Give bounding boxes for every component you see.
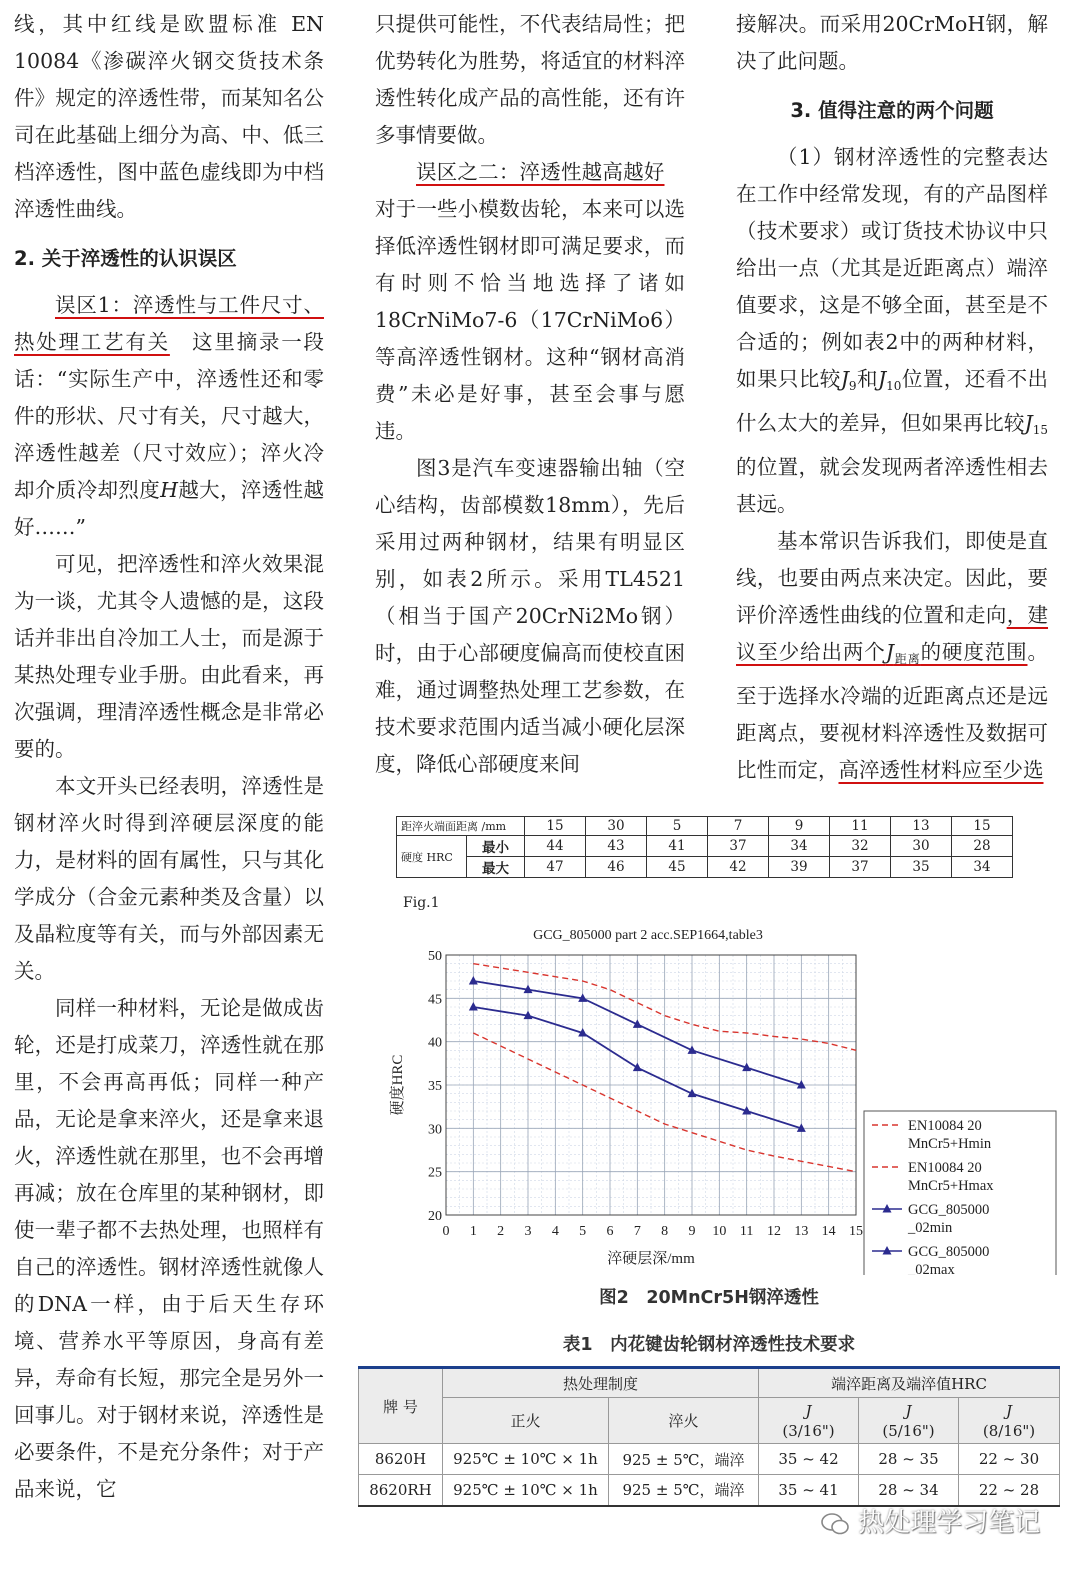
misconception-2-title: 误区之二：淬透性越高越好 [416, 160, 665, 184]
paragraph-text: 对于一些小模数齿轮，本来可以选择低淬透性钢材即可满足要求，而有时则不恰当地选择了诸如18CrNiMo7-6（17CrNiMo6）等高淬透性钢材。这种“钢材高消费”未必是好事，甚至会事与愿违。 [375, 160, 685, 443]
y-tick-label: 25 [428, 1165, 442, 1181]
x-tick-label: 9 [688, 1224, 696, 1239]
watermark [820, 1502, 1040, 1539]
symbol-j: J [877, 367, 887, 391]
subscript: 15 [1032, 423, 1048, 437]
y-tick-label: 30 [428, 1122, 442, 1138]
text-column-2 [375, 6, 685, 783]
table-cell: 15 [952, 817, 1013, 836]
table-header: 淬火 [609, 1398, 759, 1444]
data-point [469, 976, 478, 985]
paragraph-text: 。至于选择水冷端的近距离点还是远距离点，要视材料淬透性及数据可比性而定， [736, 640, 1048, 782]
table-cell: 35 [891, 857, 952, 878]
legend-label: _02min [908, 1220, 953, 1236]
table-cell: 15 [525, 817, 586, 836]
paragraph: 图3是汽车变速器输出轴（空心结构，齿部模数18mm），先后采用过两种钢材，结果有明显区别，如表2所示。采用TL4521（相当于国产20CrNi2Mo钢）时，由于心部硬度偏高而使校直困难，通过调整热处理工艺参数，在技术要求范围内适当减小硬化层深度，降低心部硬度来间 [375, 456, 685, 776]
table-cell: 28 ~ 34 [859, 1475, 959, 1506]
chart-grid [446, 955, 856, 1215]
table-cell: 8620RH [359, 1475, 443, 1506]
y-tick-label: 20 [428, 1209, 442, 1224]
table-cell: 34 [769, 836, 830, 857]
symbol-j: J [1005, 1401, 1012, 1420]
y-axis-label: 硬度HRC [390, 1054, 406, 1116]
table-cell: 37 [708, 836, 769, 857]
fig-data-table [396, 816, 1013, 878]
table-cell: 35 ~ 41 [759, 1475, 859, 1506]
table-cell: 28 ~ 35 [859, 1444, 959, 1475]
table-row [359, 1398, 1060, 1444]
legend-label: MnCr5+Hmax [908, 1178, 994, 1194]
subscript: 距离 [893, 652, 921, 666]
section-heading-2: 2. 关于淬透性的认识误区 [14, 247, 237, 270]
table-cell: 39 [769, 857, 830, 878]
table-row [359, 1475, 1060, 1506]
table-cell: 11 [830, 817, 891, 836]
table-cell: 5 [647, 817, 708, 836]
table-header: 正火 [443, 1398, 609, 1444]
symbol-j: J [905, 1401, 912, 1420]
chart-title: GCG_805000 part 2 acc.SEP1664,table3 [533, 928, 763, 943]
x-tick-label: 15 [849, 1224, 863, 1239]
jominy-distance: (3/16") [782, 1421, 835, 1440]
paragraph-issue-1 [736, 139, 1069, 523]
x-tick-label: 10 [712, 1224, 727, 1239]
figure-label: Fig.1 [403, 895, 440, 911]
paragraph [736, 523, 1048, 789]
x-axis-label: 淬硬层深/mm [607, 1251, 695, 1267]
table-cell: 43 [586, 836, 647, 857]
legend-label: _02max [908, 1262, 955, 1275]
table-header: 硬度 HRC [397, 836, 467, 878]
y-tick-label: 50 [428, 949, 442, 964]
table-cell: 45 [647, 857, 708, 878]
subscript: 10 [886, 379, 902, 393]
x-tick-label: 13 [794, 1224, 809, 1239]
chart-axes [388, 928, 863, 1267]
y-tick-label: 35 [428, 1079, 442, 1094]
legend-label: GCG_805000 [908, 1244, 990, 1260]
section-heading-3: 3. 值得注意的两个问题 [790, 99, 994, 122]
paragraph: 本文开头已经表明，淬透性是钢材淬火时得到淬硬层深度的能力，是材料的固有属性，只与其化学成分（合金元素种类及含量）以及晶粒度等有关，而与外部因素无关。 [14, 774, 324, 983]
paragraph-text: ，建议至少给出两个 [736, 603, 1049, 664]
y-tick-label: 40 [428, 1035, 442, 1051]
data-point [469, 1002, 478, 1011]
figure-block [358, 800, 1060, 1540]
table-header [959, 1398, 1060, 1444]
table-cell: 46 [586, 857, 647, 878]
x-tick-label: 8 [661, 1224, 669, 1239]
symbol-j: J [1024, 411, 1033, 435]
underlined-advice: 高淬透性材料应至少选 [838, 758, 1044, 782]
paragraph-text: 基本常识告诉我们，即使是直线，也要由两点来决定。因此，要评价淬透性曲线的位置和走向 [736, 529, 1048, 627]
paragraph-text: 越大，淬透性越好……” [14, 478, 325, 539]
symbol-j: J [885, 640, 894, 664]
table-header: 牌 号 [359, 1368, 443, 1444]
paragraph-text: 的位置，就会发现两者淬透性相去甚远。 [736, 455, 1048, 516]
legend-label: EN10084 20 [908, 1160, 982, 1176]
paragraph-misconception-1 [14, 287, 324, 546]
x-tick-label: 5 [579, 1224, 587, 1239]
x-tick-label: 4 [551, 1224, 559, 1239]
symbol-j: J [805, 1401, 812, 1420]
table-cell: 30 [586, 817, 647, 836]
jominy-distance: (8/16") [982, 1421, 1036, 1440]
table-1-caption: 表1 内花键齿轮钢材淬透性技术要求 [562, 1335, 856, 1355]
table-header: 距淬火端面距离 /mm [397, 817, 525, 836]
table-row [359, 1368, 1060, 1398]
paragraph-text: 和 [856, 367, 878, 391]
paragraph-text: （1）钢材淬透性的完整表达 在工作中经常发现，有的产品图样（技术要求）或订货技术协议中只给出一点（尤其是近距离点）端淬值要求，这是不够全面，甚至是不合适的；例如表2中的两种材料，如果只比较 [736, 145, 1069, 391]
table-cell: 7 [708, 817, 769, 836]
table-header [859, 1398, 959, 1444]
paragraph: 同样一种材料，无论是做成齿轮，还是打成菜刀，淬透性就在那里，不会再高再低；同样一种产品，无论是拿来淬火，还是拿来退火，淬透性就在那里，也不会再增再减；放在仓库里的某种钢材，即使一辈子都不去热处理，也照样有自己的淬透性。钢材淬透性就像人的DNA一样，由于后天生存环境、营养水平等原因，身高有差异，寿命有长短，那完全是另外一回事儿。对于钢材来说，淬透性是必要条件，不是充分条件；对于产品来说，它 [14, 996, 324, 1501]
wechat-icon [820, 1512, 850, 1536]
legend-label: MnCr5+Hmin [908, 1136, 992, 1152]
x-tick-label: 3 [524, 1224, 532, 1239]
x-tick-label: 1 [469, 1224, 477, 1239]
table-cell: 41 [647, 836, 708, 857]
legend-label: GCG_805000 [908, 1202, 990, 1218]
legend-label: EN10084 20 [908, 1118, 982, 1134]
table-header: 端淬距离及端淬值HRC [759, 1368, 1060, 1398]
table-cell: 44 [525, 836, 586, 857]
subscript: 9 [848, 379, 857, 393]
text-column-1 [14, 6, 324, 1508]
table-cell: 22 ~ 30 [959, 1444, 1060, 1475]
watermark-text: 热处理学习笔记 [858, 1508, 1041, 1538]
table-row [397, 817, 1013, 836]
jominy-distance: (5/16") [882, 1421, 935, 1440]
x-tick-label: 6 [606, 1224, 614, 1239]
table-cell: 30 [891, 836, 952, 857]
misconception-1-title: 误区1：淬透性与工件尺寸、热处理工艺有关 [14, 293, 324, 354]
x-tick-label: 11 [739, 1224, 754, 1239]
x-tick-label: 2 [497, 1224, 505, 1239]
table-cell: 42 [708, 857, 769, 878]
table-cell: 22 ~ 28 [959, 1475, 1060, 1506]
y-tick-label: 45 [428, 992, 442, 1008]
x-tick-label: 7 [633, 1224, 641, 1239]
paragraph: 接解决。而采用20CrMoH钢，解决了此问题。 [736, 12, 1048, 73]
table-cell: 28 [952, 836, 1013, 857]
table-cell: 925℃ ± 10℃ × 1h [443, 1444, 609, 1475]
table-row [359, 1444, 1060, 1475]
table-cell: 32 [830, 836, 891, 857]
table-cell: 13 [891, 817, 952, 836]
table-row [397, 857, 1013, 878]
table-cell: 35 ~ 42 [759, 1444, 859, 1475]
table-row [397, 836, 1013, 857]
table-header: 最小 [467, 836, 525, 857]
table-cell: 9 [769, 817, 830, 836]
paragraph-text: 的硬度范围 [920, 640, 1028, 664]
text-column-3 [736, 6, 1069, 789]
x-tick-label: 12 [767, 1224, 781, 1239]
table-cell: 47 [525, 857, 586, 878]
data-point [633, 1063, 642, 1072]
table-cell: 925 ± 5℃，端淬 [609, 1475, 759, 1506]
table-cell: 37 [830, 857, 891, 878]
table-cell: 8620H [359, 1444, 443, 1475]
table-cell: 34 [952, 857, 1013, 878]
symbol-j: J [840, 367, 849, 391]
symbol-h: H [160, 478, 178, 502]
paragraph: 只提供可能性，不代表结局性；把优势转化为胜势，将适宜的材料淬透性转化成产品的高性能，还有许多事情要做。 [375, 12, 685, 147]
table-1 [358, 1366, 1060, 1507]
table-header [759, 1398, 859, 1444]
table-cell: 925℃ ± 10℃ × 1h [443, 1475, 609, 1506]
paragraph-misconception-2 [375, 154, 685, 450]
table-cell: 925 ± 5℃，端淬 [609, 1444, 759, 1475]
figure-2-caption: 图2 20MnCr5H钢淬透性 [599, 1288, 819, 1308]
table-header: 最大 [467, 857, 525, 878]
table-header: 热处理制度 [443, 1368, 759, 1398]
x-tick-label: 14 [821, 1224, 836, 1239]
paragraph-text: 这里摘录一段话：“实际生产中，淬透性还和零件的形状、尺寸有关，尺寸越大，淬透性越差（尺寸效应）；淬火冷却介质冷却烈度 [14, 330, 325, 502]
x-tick-label: 0 [442, 1224, 450, 1239]
paragraph: 可见，把淬透性和淬火效果混为一谈，尤其令人遗憾的是，这段话并非出自冷加工人士，而是源于某热处理专业手册。由此看来，再次强调，理清淬透性概念是非常必要的。 [14, 552, 324, 761]
hardenability-chart [358, 915, 1060, 1275]
paragraph: 线，其中红线是欧盟标准 EN 10084《渗碳淬火钢交货技术条件》规定的淬透性带，而某知名公司在此基础上细分为高、中、低三档淬透性，图中蓝色虚线即为中档淬透性曲线。 [14, 12, 324, 221]
chart-legend [864, 1111, 1056, 1275]
paragraph-text: 位置，还看不出什么太大的差异，但如果再比较 [736, 367, 1049, 435]
